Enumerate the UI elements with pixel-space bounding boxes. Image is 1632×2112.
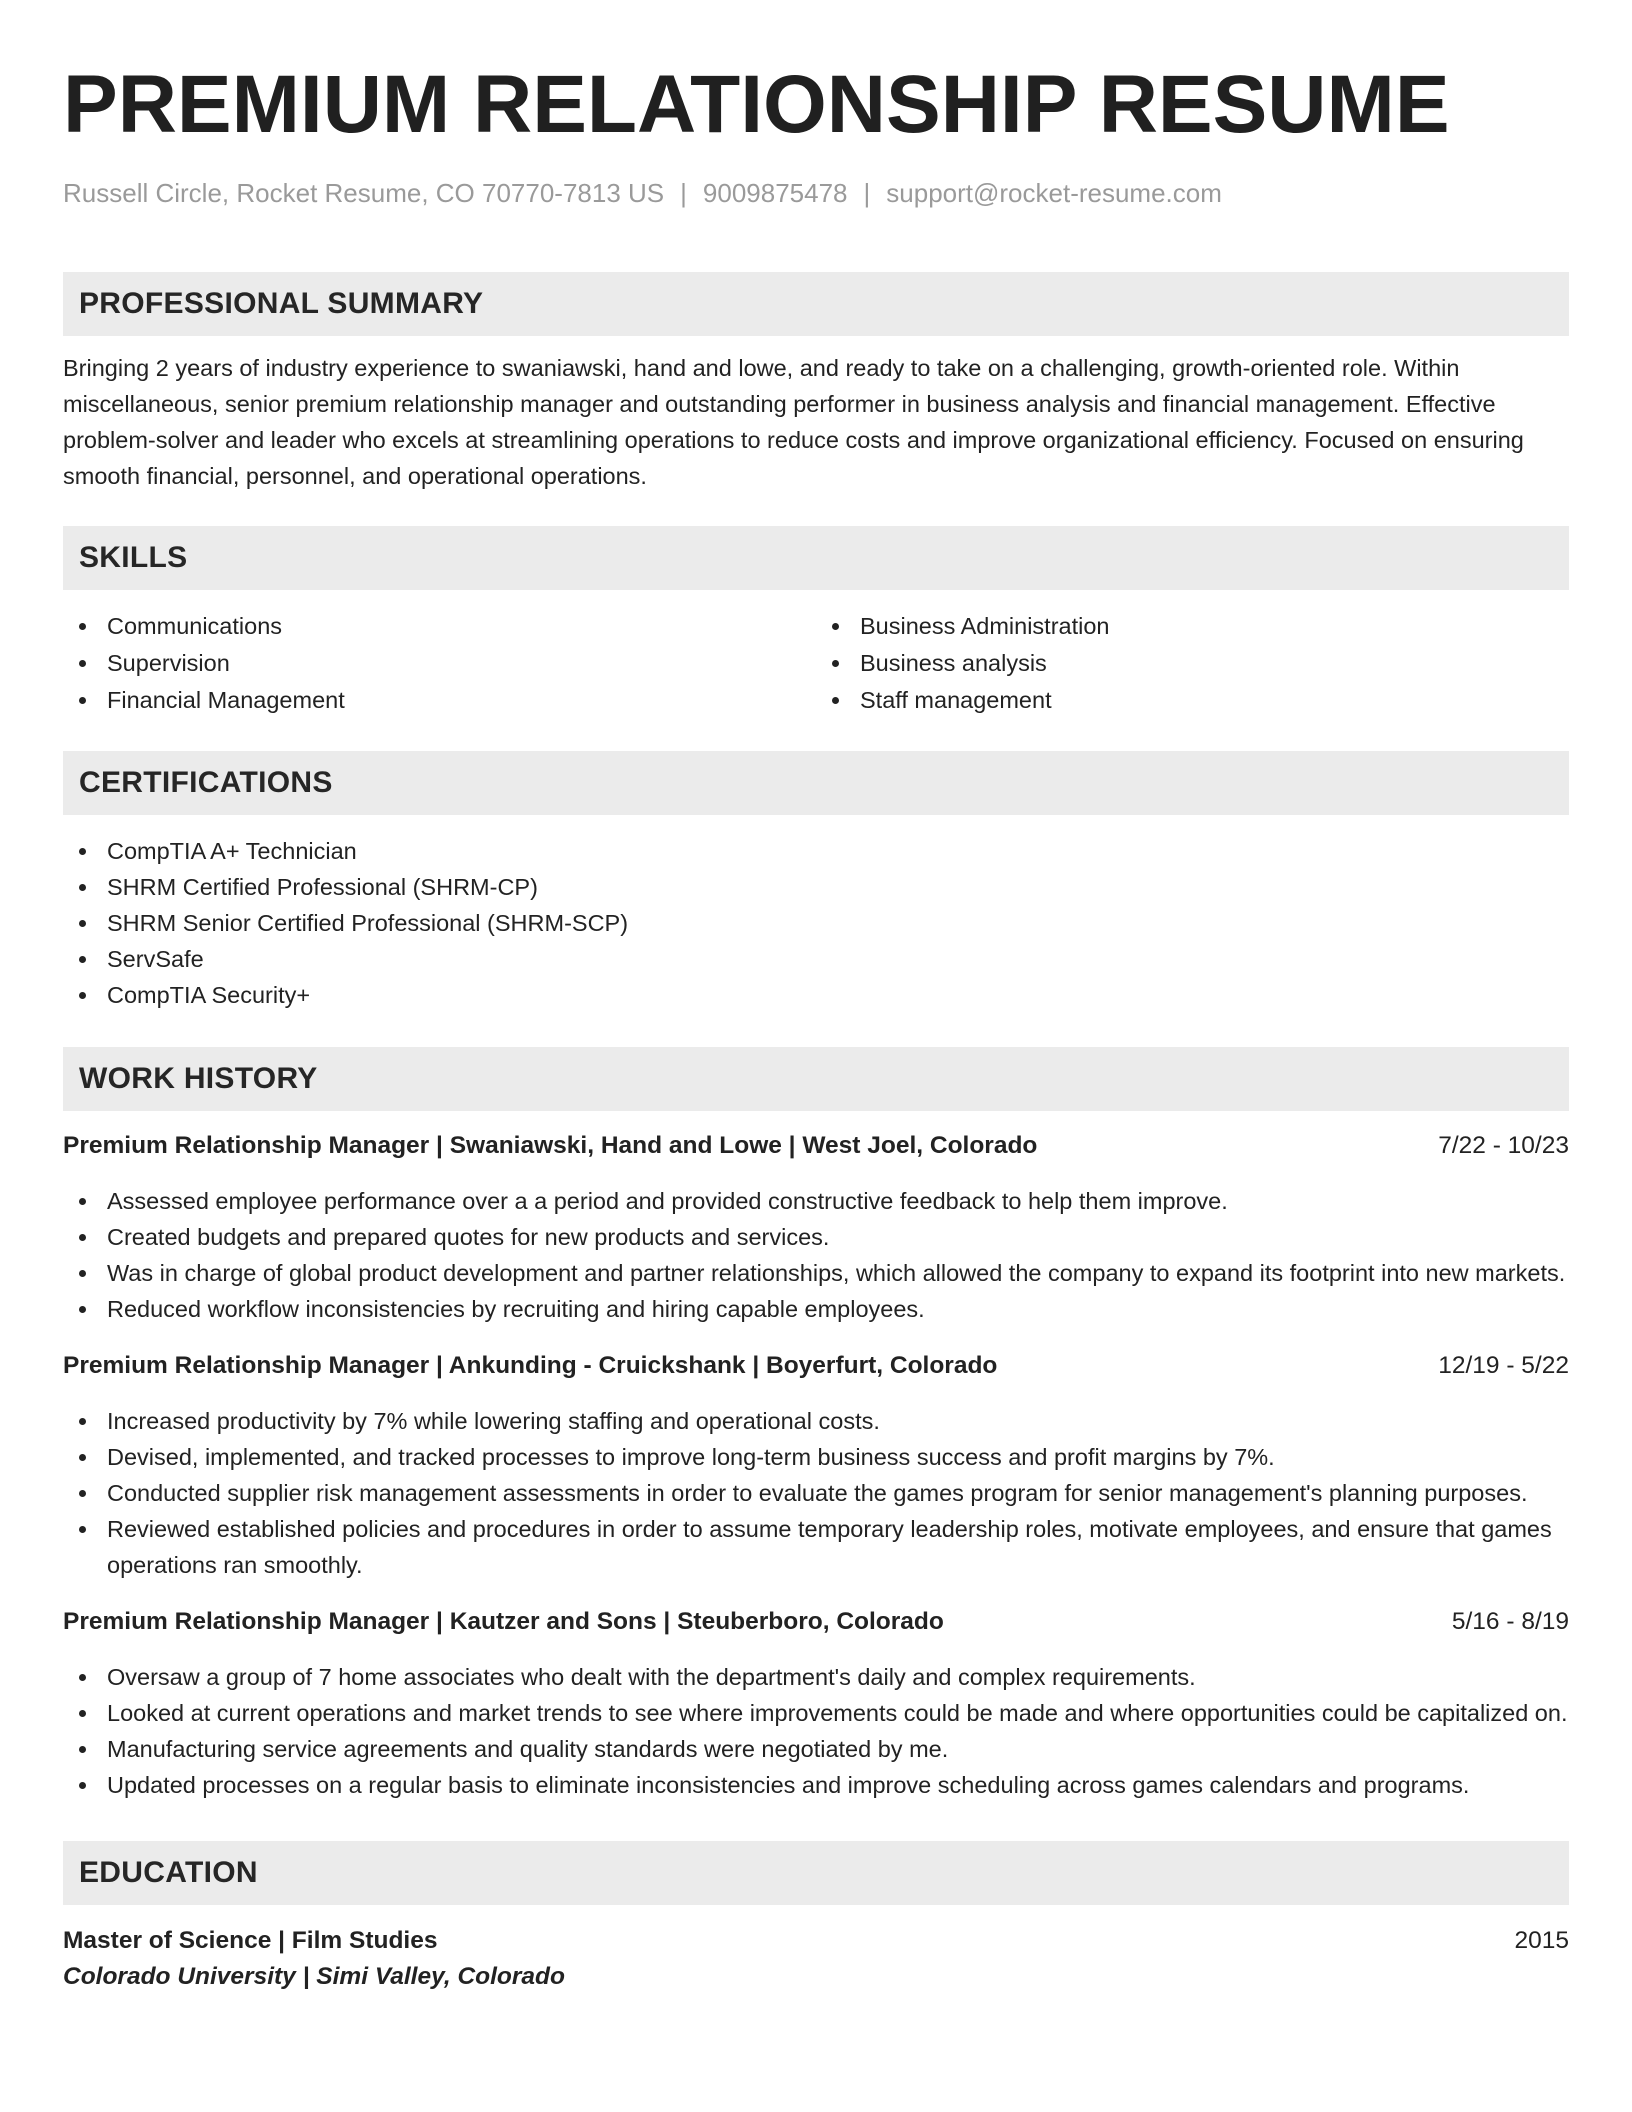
skill-item: Financial Management [63,682,816,719]
resume-name: PREMIUM RELATIONSHIP RESUME [63,59,1450,150]
job-bullet: Reviewed established policies and procedures in order to assume temporary leadership roles, motivate employees, and ensure that games operations ran smoothly. [63,1511,1569,1583]
job-dates: 7/22 - 10/23 [1438,1132,1569,1159]
education-year: 2015 [1514,1927,1569,1954]
certification-item: ServSafe [63,941,1569,977]
skills-grid [63,608,1569,719]
job-header [63,1605,1569,1639]
job-entry [63,1605,1569,1803]
job-bullets [63,1403,1569,1583]
job-bullet: Updated processes on a regular basis to eliminate inconsistencies and improve scheduling across games calendars and programs. [63,1767,1569,1803]
job-bullet: Oversaw a group of 7 home associates who dealt with the department's daily and complex requirements. [63,1659,1569,1695]
certifications-list [63,833,1569,1013]
summary-text: Bringing 2 years of industry experience to swaniawski, hand and lowe, and ready to take on a challenging, growth-oriented role. Within miscellaneous, senior premium relationship manager and outstanding performer in business analysis and financial management. Effective problem-solver and leader who excels at streamlining operations to reduce costs and improve organizational efficiency. Focused on ensuring smooth financial, personnel, and operational operations. [63,355,1524,489]
skill-item: Business analysis [816,645,1569,682]
job-bullets [63,1183,1569,1327]
job-bullet: Increased productivity by 7% while lowering staffing and operational costs. [63,1403,1569,1439]
contact-address: Russell Circle, Rocket Resume, CO 70770-7813 US [63,178,665,208]
certification-item: CompTIA A+ Technician [63,833,1569,869]
section-title: SKILLS [79,541,188,574]
job-bullet: Assessed employee performance over a a period and provided constructive feedback to help them improve. [63,1183,1569,1219]
section-title: CERTIFICATIONS [79,766,333,799]
section-header-education [63,1841,1569,1905]
job-bullet: Looked at current operations and market trends to see where improvements could be made and where opportunities could be capitalized on. [63,1695,1569,1731]
job-entry [63,1129,1569,1327]
job-bullet: Devised, implemented, and tracked processes to improve long-term business success and profit margins by 7%. [63,1439,1569,1475]
contact-separator: | [680,178,687,208]
skill-item: Staff management [816,682,1569,719]
job-bullet: Manufacturing service agreements and quality standards were negotiated by me. [63,1731,1569,1767]
section-title: PROFESSIONAL SUMMARY [79,287,484,320]
contact-phone: 9009875478 [702,178,848,208]
education-entry [63,1923,1569,1995]
section-header-certifications [63,751,1569,815]
education-school: Colorado University | Simi Valley, Colorado [63,1963,565,1990]
skill-item: Communications [63,608,816,645]
job-title: Premium Relationship Manager | Ankunding - Cruickshank | Boyerfurt, Colorado [63,1352,998,1379]
contact-line [63,176,1569,210]
contact-email: support@rocket-resume.com [886,178,1222,208]
job-bullet: Was in charge of global product development and partner relationships, which allowed the company to expand its footprint into new markets. [63,1255,1569,1291]
skills-column-right [816,608,1569,719]
education-degree: Master of Science | Film Studies [63,1927,438,1954]
section-header-skills [63,526,1569,590]
job-bullets [63,1659,1569,1803]
certification-item: SHRM Certified Professional (SHRM-CP) [63,869,1569,905]
certification-item: CompTIA Security+ [63,977,1569,1013]
section-header-summary [63,272,1569,336]
job-dates: 12/19 - 5/22 [1438,1352,1569,1379]
skill-item: Business Administration [816,608,1569,645]
contact-separator: | [863,178,871,208]
job-bullet: Conducted supplier risk management assessments in order to evaluate the games program for senior management's planning purposes. [63,1475,1569,1511]
job-bullet: Created budgets and prepared quotes for new products and services. [63,1219,1569,1255]
job-entry [63,1349,1569,1583]
section-title: WORK HISTORY [79,1062,318,1095]
job-header [63,1349,1569,1383]
skill-item: Supervision [63,645,816,682]
certification-item: SHRM Senior Certified Professional (SHRM-SCP) [63,905,1569,941]
education-header [63,1923,1569,1959]
section-title: EDUCATION [79,1856,258,1889]
job-title: Premium Relationship Manager | Swaniawski, Hand and Lowe | West Joel, Colorado [63,1132,1038,1159]
skills-column-left [63,608,816,719]
job-title: Premium Relationship Manager | Kautzer and Sons | Steuberboro, Colorado [63,1608,944,1635]
job-dates: 5/16 - 8/19 [1451,1608,1569,1635]
section-header-work-history [63,1047,1569,1111]
job-bullet: Reduced workflow inconsistencies by recruiting and hiring capable employees. [63,1291,1569,1327]
job-header [63,1129,1569,1163]
